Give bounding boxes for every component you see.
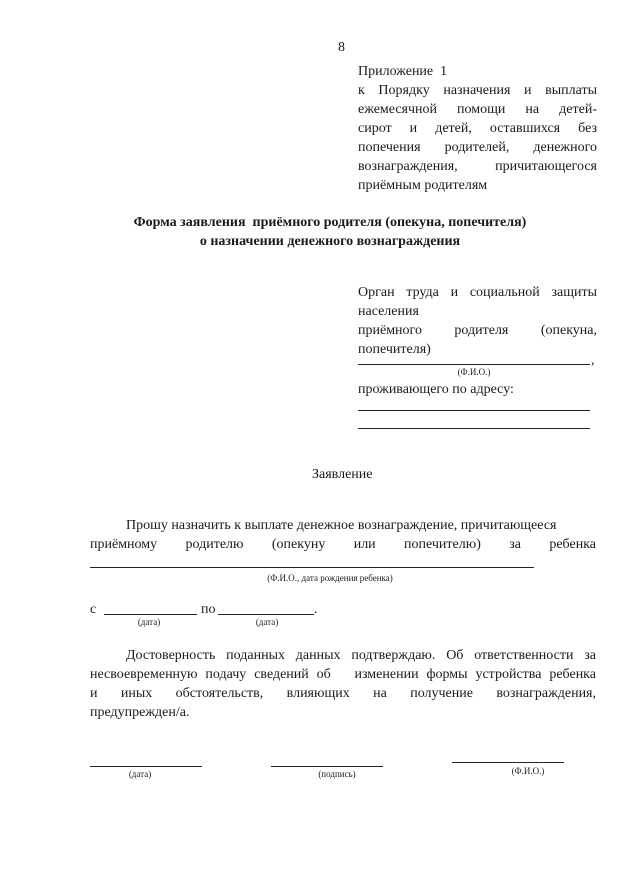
appendix-block <box>358 62 597 195</box>
address-field-line-2[interactable] <box>358 428 590 429</box>
address-field-line-1[interactable] <box>358 410 590 411</box>
form-title-line1: Форма заявления приёмного родителя (опекуна, попечителя) <box>133 215 527 230</box>
addressee-line: приёмного родителя (опекуна, <box>358 323 597 338</box>
signature-fio-line[interactable] <box>452 762 564 763</box>
from-date-line[interactable] <box>104 614 197 615</box>
appendix-line: вознаграждения, причитающегося <box>358 159 597 174</box>
fio-caption: (Ф.И.О.) <box>457 367 491 377</box>
request-line2: приёмному родителю (опекуну или попечителю) за ребенка <box>90 537 596 552</box>
page-number: 8 <box>338 40 345 55</box>
appendix-line: к Порядку назначения и выплаты <box>358 83 597 98</box>
to-label: по <box>201 602 216 617</box>
signature-caption: (подпись) <box>318 769 356 779</box>
form-title-line2: о назначении денежного вознаграждения <box>199 234 461 249</box>
to-date-line[interactable] <box>218 614 314 615</box>
addressee-line: населения <box>358 304 419 319</box>
comma: , <box>591 353 595 368</box>
statement-heading: Заявление <box>312 467 373 482</box>
appendix-line: попечения родителей, денежного <box>358 140 597 155</box>
confirmation-line: несвоевременную подачу сведений об изменении формы устройства ребенка <box>90 667 596 682</box>
signature-line[interactable] <box>271 766 383 767</box>
signature-date-caption: (дата) <box>128 769 152 779</box>
fio-field-line[interactable] <box>358 364 590 365</box>
child-caption: (Ф.И.О., дата рождения ребенка) <box>267 573 393 583</box>
to-date-caption: (дата) <box>255 617 279 627</box>
confirmation-block <box>90 646 596 722</box>
appendix-last-line: приёмным родителям <box>358 178 488 193</box>
address-label: проживающего по адресу: <box>358 382 514 397</box>
confirmation-last-line: предупрежден/а. <box>90 705 190 720</box>
appendix-title: Приложение 1 <box>358 64 448 79</box>
addressee-line: попечителя) <box>358 342 431 357</box>
confirmation-line: Достоверность поданных данных подтверждаю. Об ответственности за <box>126 648 596 663</box>
appendix-line: сирот и детей, оставшихся без <box>358 121 597 136</box>
addressee-block <box>358 283 597 359</box>
from-label: с <box>90 602 97 617</box>
from-date-caption: (дата) <box>137 617 161 627</box>
addressee-line: Орган труда и социальной защиты <box>358 285 597 300</box>
signature-fio-caption: (Ф.И.О.) <box>511 766 545 776</box>
request-line1: Прошу назначить к выплате денежное вознаграждение, причитающееся <box>126 518 557 533</box>
child-field-line[interactable] <box>90 567 534 568</box>
appendix-line: ежемесячной помощи на детей- <box>358 102 597 117</box>
period-end-punct: . <box>314 602 318 617</box>
signature-date-line[interactable] <box>90 766 202 767</box>
confirmation-line: и иных обстоятельств, влияющих на получение вознаграждения, <box>90 686 596 701</box>
